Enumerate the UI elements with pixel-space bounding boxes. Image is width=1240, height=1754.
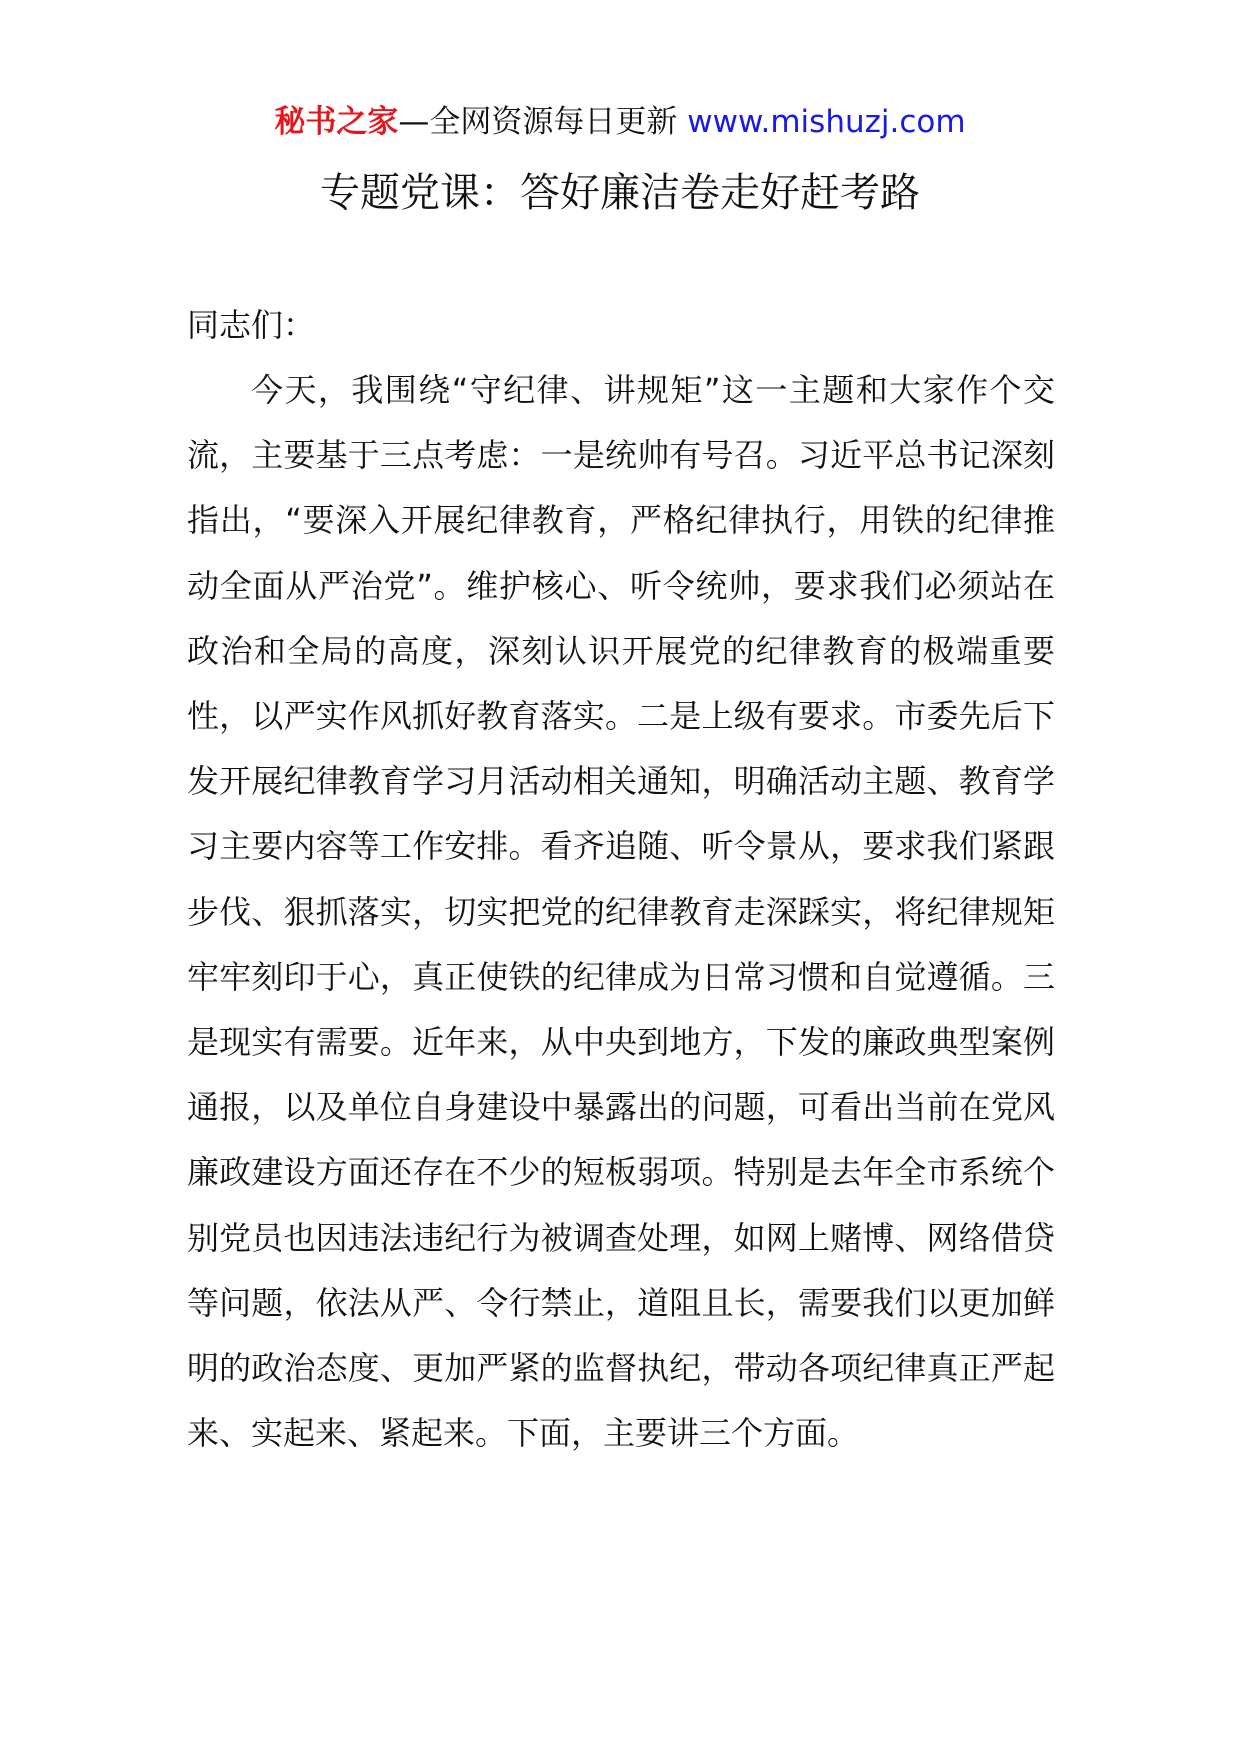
site-header xyxy=(0,100,1240,144)
site-url-link[interactable]: www.mishuzj.com xyxy=(687,104,966,140)
header-slogan: —全网资源每日更新 xyxy=(398,104,688,140)
brand-name: 秘书之家 xyxy=(274,104,399,140)
greeting: 同志们： xyxy=(187,306,316,344)
body-paragraph: 今天，我围绕“守纪律、讲规矩”这一主题和大家作个交流，主要基于三点考虑：一是统帅有号召。习近平总书记深刻指出，“要深入开展纪律教育，严格纪律执行，用铁的纪律推动全面从严治党”。维护核心、听令统帅，要求我们必须站在政治和全局的高度，深刻认识开展党的纪律教育的极端重要性，以严实作风抓好教育落实。二是上级有要求。市委先后下发开展纪律教育学习月活动相关通知，明确活动主题、教育学习主要内容等工作安排。看齐追随、听令景从，要求我们紧跟步伐、狠抓落实，切实把党的纪律教育走深踩实，将纪律规矩牢牢刻印于心，真正使铁的纪律成为日常习惯和自觉遵循。三是现实有需要。近年来，从中央到地方，下发的廉政典型案例通报，以及单位自身建设中暴露出的问题，可看出当前在党风廉政建设方面还存在不少的短板弱项。特别是去年全市系统个别党员也因违法违纪行为被调查处理，如网上赌博、网络借贷等问题，依法从严、令行禁止，道阻且长，需要我们以更加鲜明的政治态度、更加严紧的监督执纪，带动各项纪律真正严起来、实起来、紧起来。下面，主要讲三个方面。 xyxy=(187,371,1055,1453)
document-title: 专题党课：答好廉洁卷走好赶考路 xyxy=(320,170,920,216)
